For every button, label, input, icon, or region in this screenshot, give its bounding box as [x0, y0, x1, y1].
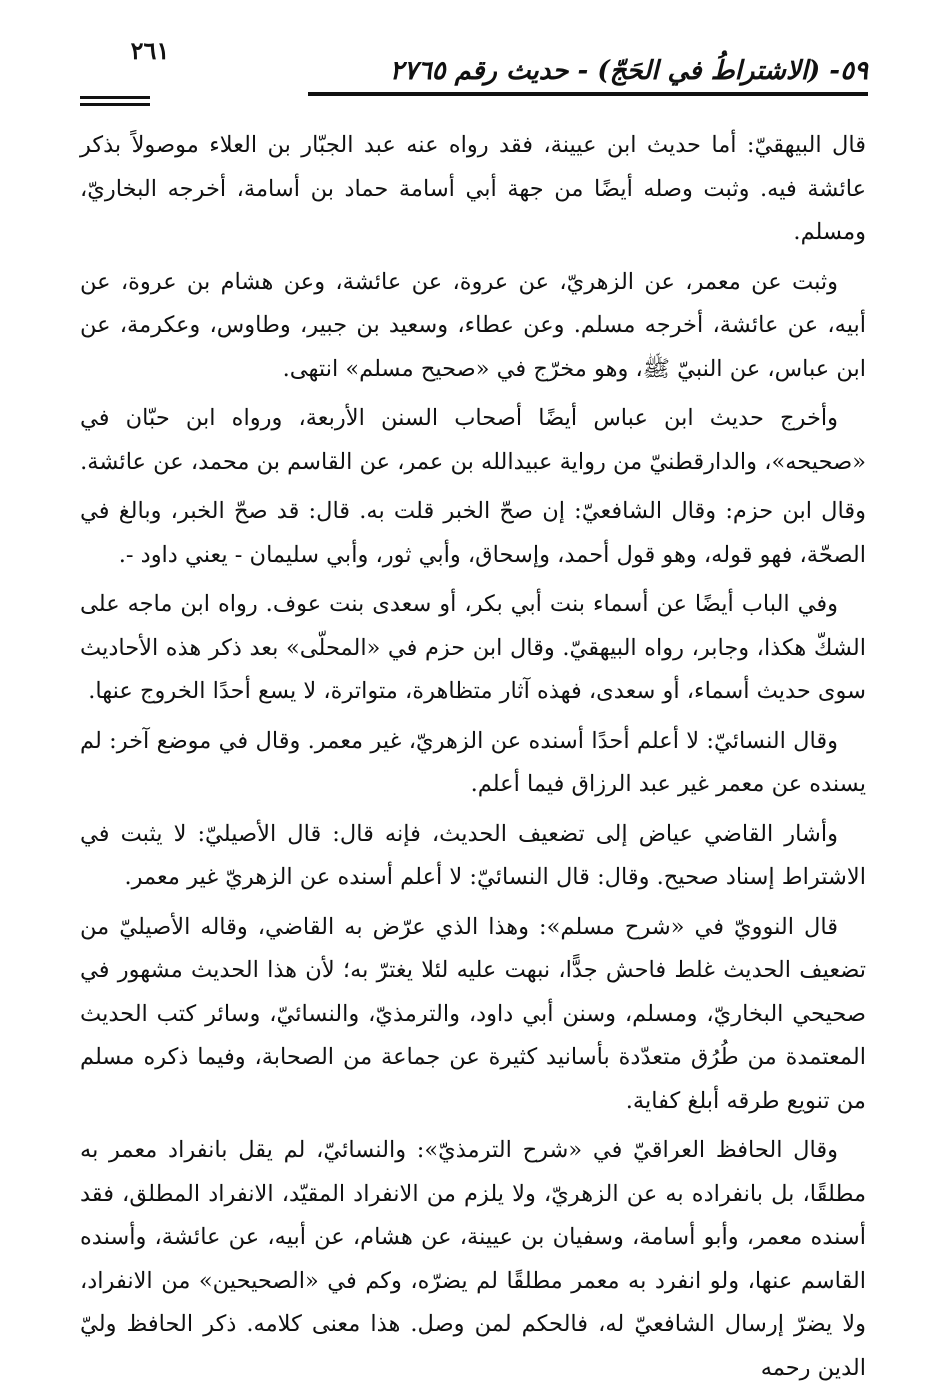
paragraph: وقال النسائيّ: لا أعلم أحدًا أسنده عن الزهريّ، غير معمر. وقال في موضع آخر: لم يسنده عن معمر غير عبد الرزاق فيما أعلم. [80, 727, 866, 797]
paragraph: قال البيهقيّ: أما حديث ابن عيينة، فقد رواه عنه عبد الجبّار بن العلاء موصولاً بذكر عائشة فيه. وثبت وصله أيضًا من جهة أبي أسامة حماد بن أسامة، أخرجه البخاريّ، ومسلم. [80, 132, 866, 245]
header-title: ٥٩- (الاشتراطُ في الحَجّ) - حديث رقم ٢٧٦٥ [389, 56, 868, 86]
paragraph: وقال ابن حزم: وقال الشافعيّ: إن صحّ الخبر قلت به. قال: قد صحّ الخبر، وبالغ في الصحّة، فهو قوله، وهو قول أحمد، وإسحاق، وأبي ثور، وأبي سليمان - يعني داود -. [80, 498, 866, 568]
header-rule [308, 92, 868, 96]
page-number: ٢٦١ [130, 36, 170, 65]
header-double-rule [80, 96, 150, 110]
paragraph: وأخرج حديث ابن عباس أيضًا أصحاب السنن الأربعة، ورواه ابن حبّان في «صحيحه»، والدارقطنيّ من رواية عبيدالله بن عمر، عن القاسم بن محمد، عن عائشة. [80, 405, 866, 475]
page-body [80, 124, 866, 1396]
paragraph: وقال الحافظ العراقيّ في «شرح الترمذيّ»: والنسائيّ، لم يقل بانفراد معمر به مطلقًا، بل بانفراده به عن الزهريّ، ولا يلزم من الانفراد المقيّد، الانفراد المطلق، فقد أسنده معمر، وأبو أسامة، وسفيان بن عيينة، عن هشام، عن أبيه، عن عائشة، وأسنده القاسم عنها، ولو انفرد به معمر مطلقًا لم يضرّه، وكم في «الصحيحين» من الانفراد، ولا يضرّ إرسال الشافعيّ له، فالحكم لمن وصل. هذا معنى كلامه. ذكر الحافظ وليّ الدين رحمه [80, 1137, 866, 1381]
paragraph: قال النوويّ في «شرح مسلم»: وهذا الذي عرّض به القاضي، وقاله الأصيليّ من تضعيف الحديث غلط فاحش جدًّا، نبهت عليه لئلا يغترّ به؛ لأن هذا الحديث مشهور في صحيحي البخاريّ، ومسلم، وسنن أبي داود، والترمذيّ، والنسائيّ، وسائر كتب الحديث المعتمدة من طُرُق متعدّدة بأسانيد كثيرة عن جماعة من الصحابة، وفيما ذكره مسلم من تنويع طرقه أبلغ كفاية. [80, 913, 866, 1114]
paragraph: وفي الباب أيضًا عن أسماء بنت أبي بكر، أو سعدى بنت عوف. رواه ابن ماجه على الشكّ هكذا، وجابر، رواه البيهقيّ. وقال ابن حزم في «المحلّى» بعد ذكر هذه الأحاديث سوى حديث أسماء، أو سعدى، فهذه آثار متظاهرة، متواترة، لا يسع أحدًا الخروج عنها. [80, 591, 866, 704]
paragraph: وثبت عن معمر، عن الزهريّ، عن عروة، عن عائشة، وعن هشام بن عروة، عن أبيه، عن عائشة، أخرجه مسلم. وعن عطاء، وسعيد بن جبير، وطاوس، وعكرمة، عن ابن عباس، عن النبيّ ﷺ، وهو مخرّج في «صحيح مسلم» انتهى. [80, 268, 866, 382]
paragraph: وأشار القاضي عياض إلى تضعيف الحديث، فإنه قال: قال الأصيليّ: لا يثبت في الاشتراط إسناد صحيح. وقال: قال النسائيّ: لا أعلم أسنده عن الزهريّ غير معمر. [80, 820, 866, 890]
